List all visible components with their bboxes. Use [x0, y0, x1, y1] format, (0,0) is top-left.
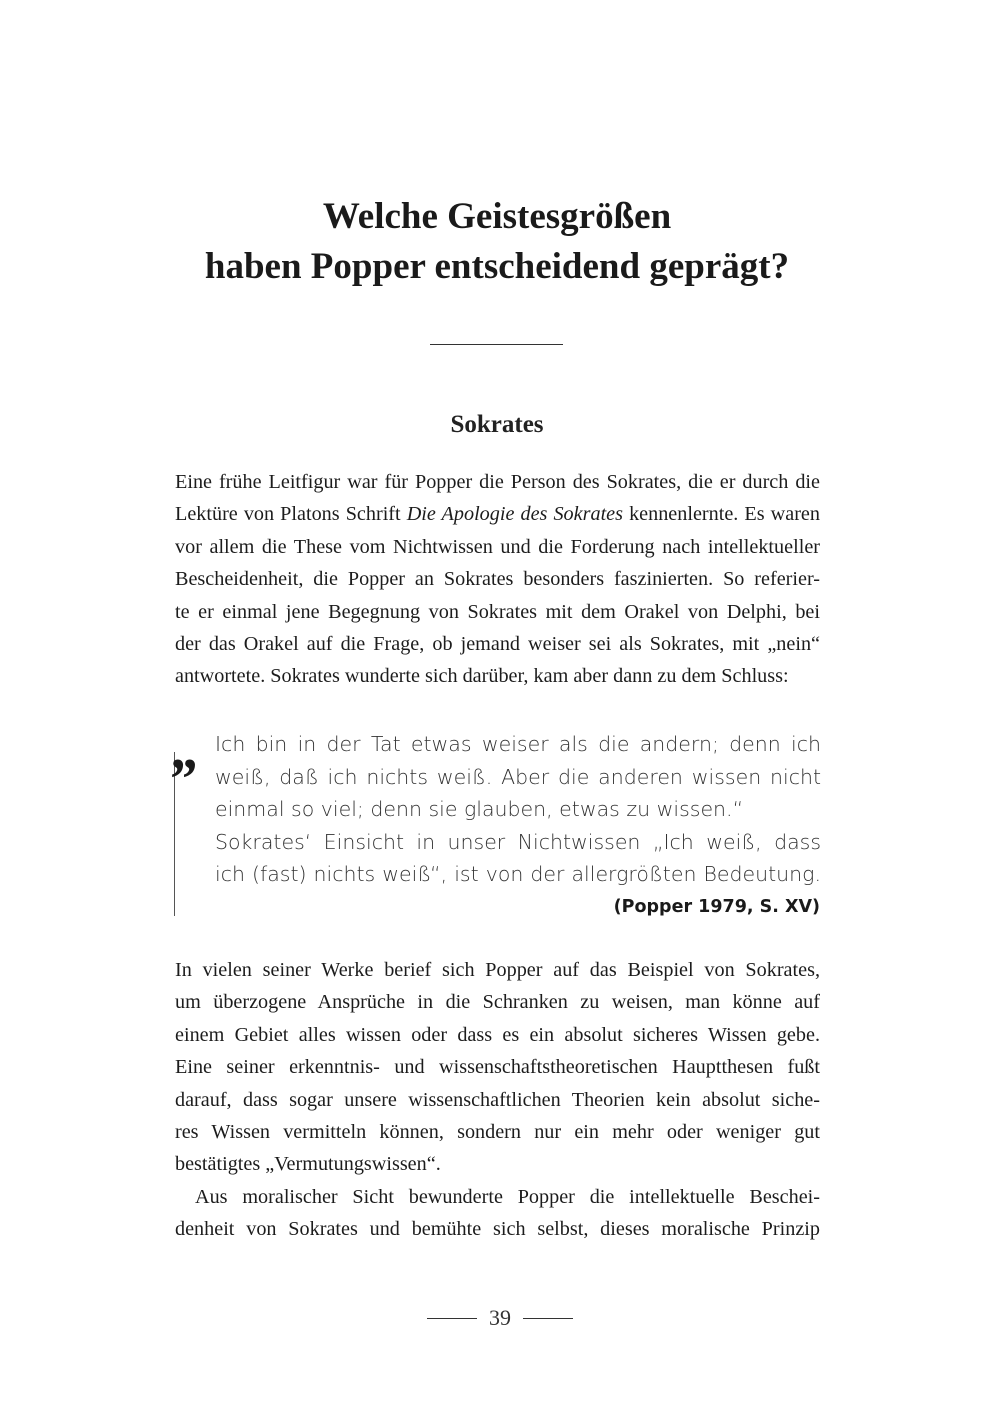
- text-line: In vielen seiner Werke berief sich Popper auf das Beispiel von Sokrates,: [175, 959, 820, 981]
- quote-mark-icon: „: [172, 716, 201, 781]
- text-line: [175, 498, 820, 530]
- text-line: darauf, dass sogar unsere wissenschaftlichen Theorien kein absolut siche-: [175, 1088, 820, 1111]
- paragraph-1: [175, 466, 820, 693]
- section-heading: Sokrates: [450, 411, 544, 438]
- paragraph-3: [175, 1181, 820, 1246]
- text-line: Aus moralischer Sicht bewunderte Popper die intellektuelle Beschei-: [195, 1186, 820, 1208]
- folio-rule-left: [427, 1318, 477, 1319]
- quote-citation: (Popper 1979, S. XV): [613, 897, 820, 917]
- text-line: Eine seiner erkenntnis- und wissenschaftstheoretischen Hauptthesen fußt: [175, 1056, 820, 1079]
- text-line: antwortete. Sokrates wunderte sich darüber, kam aber dann zu dem Schluss:: [175, 665, 789, 688]
- chapter-title-line-2: haben Popper entscheidend geprägt?: [204, 246, 790, 287]
- text-line: vor allem die These vom Nichtwissen und die Forderung nach intellektueller: [175, 535, 820, 558]
- quote-line: Ich bin in der Tat etwas weiser als die andern; denn ich: [215, 732, 821, 756]
- text-line: denheit von Sokrates und bemühte sich selbst, dieses moralische Prinzip: [175, 1218, 820, 1241]
- quote-line: einmal so viel; denn sie glauben, etwas zu wissen.“: [215, 797, 744, 822]
- text-line: bestätigtes „Vermutungswissen“.: [175, 1153, 441, 1176]
- book-title-italic: Die Apologie des Sokrates: [406, 503, 623, 526]
- page-number: 39: [489, 1305, 511, 1330]
- text-line: Eine frühe Leitfigur war für Popper die Person des Sokrates, die er durch die: [175, 471, 820, 493]
- chapter-title-line-1: Welche Geistesgrößen: [322, 196, 672, 237]
- block-quote: [172, 716, 822, 918]
- text-line: einem Gebiet alles wissen oder dass es ein absolut sicheres Wissen gebe.: [175, 1023, 820, 1046]
- title-divider: [430, 344, 563, 345]
- chapter-title: [100, 192, 894, 292]
- text-line: res Wissen vermitteln können, sondern nur ein mehr oder weniger gut: [175, 1120, 820, 1143]
- paragraph-2: [175, 954, 820, 1181]
- page-footer: [0, 1303, 1000, 1333]
- folio-rule-right: [523, 1318, 573, 1319]
- text-run: Lektüre von Platons Schrift: [175, 503, 407, 526]
- quote-line: Sokrates‘ Einsicht in unser Nichtwissen „Ich weiß, dass: [215, 829, 821, 854]
- text-line: Bescheidenheit, die Popper an Sokrates besonders faszinierten. So referier-: [175, 568, 820, 591]
- text-line: te er einmal jene Begegnung von Sokrates mit dem Orakel von Delphi, bei: [175, 600, 820, 623]
- text-line: der das Orakel auf die Frage, ob jemand weiser sei als Sokrates, mit „nein“: [175, 632, 820, 655]
- text-run: kennenlernte. Es waren: [623, 503, 820, 526]
- quote-text: [215, 728, 821, 891]
- quote-line: weiß, daß ich nichts weiß. Aber die anderen wissen nicht: [215, 764, 821, 789]
- text-line: um überzogene Ansprüche in die Schranken zu weisen, man könne auf: [175, 991, 820, 1014]
- quote-line: ich (fast) nichts weiß“, ist von der allergrößten Bedeutung.: [215, 862, 821, 887]
